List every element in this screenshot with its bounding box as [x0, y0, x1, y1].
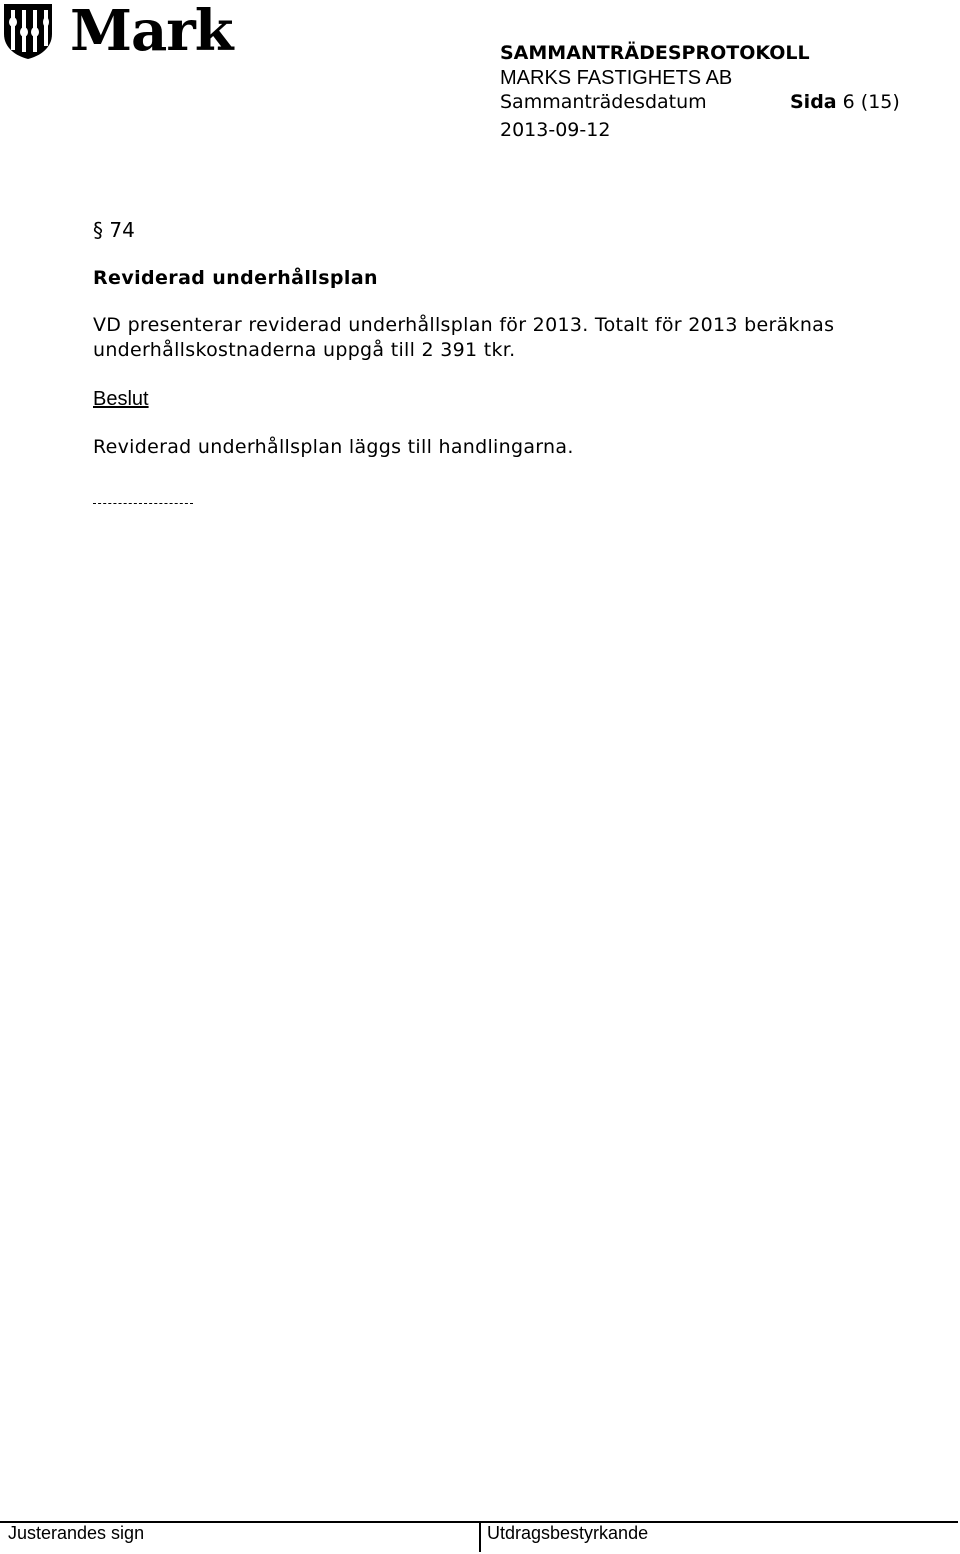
body-line: underhållskostnaderna uppgå till 2 391 tkr.	[93, 339, 516, 361]
decision-text: Reviderad underhållsplan läggs till handlingarna.	[93, 436, 574, 458]
page-indicator	[790, 90, 900, 114]
body-line: VD presenterar reviderad underhållsplan för 2013. Totalt för 2013 beräknas	[93, 314, 835, 336]
certification-label: Utdragsbestyrkande	[487, 1523, 649, 1543]
decision-label: Beslut	[93, 388, 149, 410]
organization-name: MARKS FASTIGHETS AB	[500, 67, 733, 89]
coat-of-arms-icon	[2, 2, 54, 60]
document-type: SAMMANTRÄDESPROTOKOLL	[500, 42, 810, 64]
page-value: 6 (15)	[842, 91, 900, 113]
meeting-date-label: Sammanträdesdatum	[500, 91, 707, 113]
signature-label: Justerandes sign	[8, 1523, 145, 1543]
page-label: Sida	[790, 91, 837, 113]
section-body	[93, 313, 834, 363]
paragraph-number: § 74	[93, 218, 135, 242]
footer-divider	[479, 1521, 481, 1552]
meeting-date: 2013-09-12	[500, 119, 611, 141]
section-title: Reviderad underhållsplan	[93, 267, 378, 289]
section-end-divider	[93, 503, 193, 504]
logo-wordmark: Mark	[70, 0, 233, 64]
